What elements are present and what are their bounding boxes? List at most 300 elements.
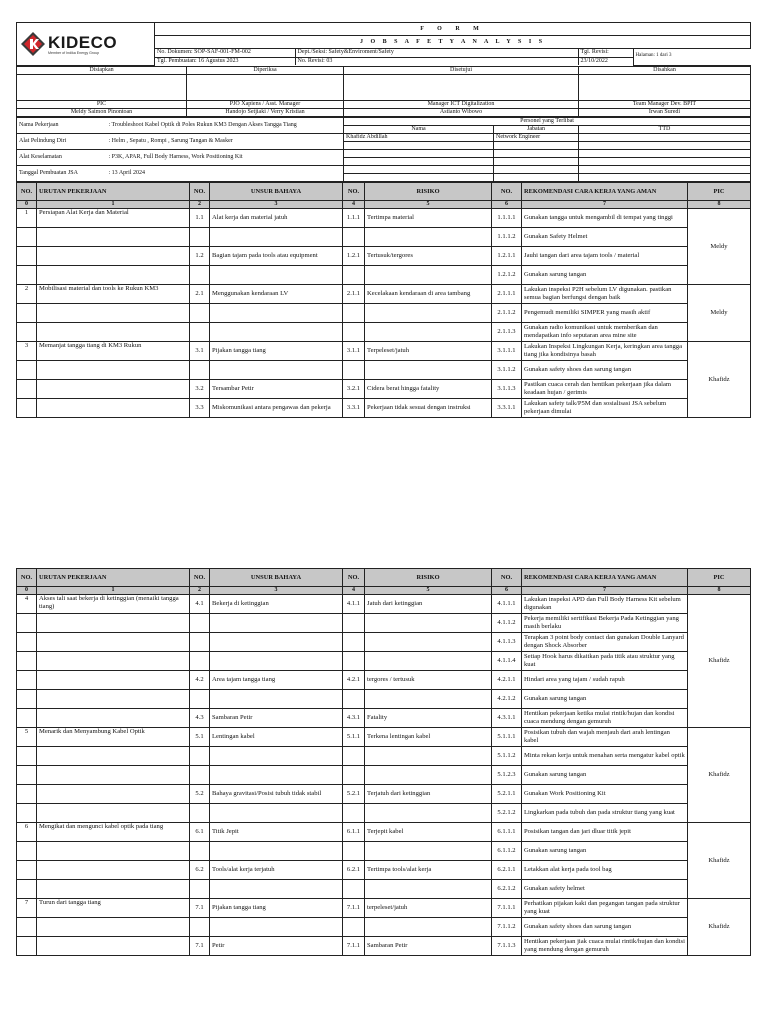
step-number: [17, 265, 37, 284]
risk-number: 2.1.1: [343, 284, 365, 303]
table-row: [17, 823, 751, 842]
step-description: Turun dari tangga tiang: [37, 899, 190, 918]
hazard-number: [190, 614, 210, 633]
table-row: [17, 303, 751, 322]
hazard-description: Sambaran Petir: [210, 709, 343, 728]
table-row: [17, 728, 751, 747]
table-number-row: [17, 200, 751, 208]
col-header-unsur-bahaya: UNSUR BAHAYA: [210, 182, 343, 200]
step-description: [37, 614, 190, 633]
recommendation-text: Letakkan alat kerja pada tool bag: [522, 861, 688, 880]
approval-table: [16, 66, 751, 117]
step-number: [17, 690, 37, 709]
pic-name: Khafidz: [688, 823, 751, 899]
step-number: [17, 246, 37, 265]
step-number: [17, 747, 37, 766]
jsa-table-section-1: [16, 182, 751, 418]
hazard-number: [190, 880, 210, 899]
alat-keselamatan-value: : P3K, APAR, Full Body Harness, Work Positioning Kit: [107, 149, 344, 165]
step-number: [17, 303, 37, 322]
recommendation-number: 3.1.1.1: [492, 341, 522, 360]
recommendation-number: 1.1.1.1: [492, 208, 522, 227]
risk-number: [343, 918, 365, 937]
pic-name: Meldy: [688, 284, 751, 341]
recommendation-text: Posisikan tangan dan jari dluar titik jepit: [522, 823, 688, 842]
col-number-3: 3: [210, 200, 343, 208]
risk-description: Kecelakaan kendaraan di area tambang: [365, 284, 492, 303]
step-description: [37, 265, 190, 284]
hazard-description: [210, 303, 343, 322]
risk-number: [343, 747, 365, 766]
col-number-7: 7: [522, 200, 688, 208]
form-header-table: [16, 22, 751, 66]
step-description: [37, 303, 190, 322]
hazard-description: Bahaya gravitasi/Posisi tubuh tidak stabil: [210, 785, 343, 804]
hazard-number: [190, 804, 210, 823]
recommendation-text: Lakukan inspeksi APD dan Full Body Harness Kit sebelum digunakan: [522, 595, 688, 614]
step-number: [17, 227, 37, 246]
col-header-no: NO.: [17, 182, 37, 200]
step-number: 6: [17, 823, 37, 842]
step-description: [37, 747, 190, 766]
step-description: Persiapan Alat Kerja dan Material: [37, 208, 190, 227]
risk-number: 3.2.1: [343, 379, 365, 398]
recommendation-number: 5.1.1.2: [492, 747, 522, 766]
table-row: [17, 246, 751, 265]
table-row: [17, 709, 751, 728]
step-description: Akses tali saat bekerja di ketinggian (menaiki tangga tiang): [37, 595, 190, 614]
hazard-description: [210, 265, 343, 284]
step-number: 7: [17, 899, 37, 918]
table-row: [17, 747, 751, 766]
risk-description: terpeleset/jatuh: [365, 899, 492, 918]
recommendation-number: 5.1.1.1: [492, 728, 522, 747]
recommendation-number: 6.1.1.2: [492, 842, 522, 861]
risk-number: 5.2.1: [343, 785, 365, 804]
hazard-description: Miskomunikasi antara pengawas dan pekerja: [210, 398, 343, 417]
col-number-4: 4: [343, 587, 365, 595]
step-number: [17, 918, 37, 937]
recommendation-text: Gunakan safety shoes dan sarung tangan: [522, 918, 688, 937]
pic-name: Khafidz: [688, 899, 751, 956]
step-description: [37, 804, 190, 823]
recommendation-number: 5.2.1.1: [492, 785, 522, 804]
risk-description: Terjatuh dari ketinggian: [365, 785, 492, 804]
recommendation-text: Gunakan Safety Helmet: [522, 227, 688, 246]
step-number: [17, 322, 37, 341]
approval-name-1: Meldy Saimon Pinontoan: [17, 109, 187, 117]
table-row: [17, 804, 751, 823]
approval-role-1: PIC: [17, 101, 187, 109]
table-row: [17, 633, 751, 652]
step-description: [37, 880, 190, 899]
company-logo: [17, 30, 154, 58]
approval-name-2: Handojo Setjiaki / Verry Kristian: [187, 109, 344, 117]
step-number: 1: [17, 208, 37, 227]
col-number-2: 2: [190, 587, 210, 595]
table-row: [17, 785, 751, 804]
step-number: [17, 398, 37, 417]
hazard-description: [210, 633, 343, 652]
step-description: [37, 709, 190, 728]
recommendation-number: 2.1.1.2: [492, 303, 522, 322]
risk-description: Terjepit kabel: [365, 823, 492, 842]
no-dokumen: No. Dokumen: SOP-SAF-001-FM-002: [155, 49, 295, 57]
table-row: [17, 379, 751, 398]
recommendation-number: 5.1.2.3: [492, 766, 522, 785]
signature-diperiksa: [187, 75, 344, 101]
col-header-rekomendasi: REKOMENDASI CARA KERJA YANG AMAN: [522, 182, 688, 200]
risk-description: Fatality: [365, 709, 492, 728]
table-row: [17, 918, 751, 937]
hazard-number: [190, 747, 210, 766]
recommendation-text: Gunakan safety shoes dan sarung tangan: [522, 360, 688, 379]
hazard-number: [190, 265, 210, 284]
step-description: [37, 246, 190, 265]
hazard-description: [210, 918, 343, 937]
col-number-4: 4: [343, 200, 365, 208]
apd-label: Alat Pelindung Diri: [17, 133, 107, 149]
hazard-number: 7.1: [190, 937, 210, 956]
step-description: Mobilisasi material dan tools ke Rukun KM3: [37, 284, 190, 303]
hazard-description: [210, 804, 343, 823]
risk-description: Jatuh dari ketinggian: [365, 595, 492, 614]
risk-description: [365, 690, 492, 709]
recommendation-text: Terapkan 3 point body contact dan gunakan Double Lanyard dengan Shock Absorber: [522, 633, 688, 652]
halaman: Halaman: 1 dari 3: [633, 49, 751, 65]
approval-header-disahkan: Disahkan: [579, 67, 751, 75]
table-number-row: [17, 587, 751, 595]
risk-number: [343, 690, 365, 709]
hazard-number: 3.1: [190, 341, 210, 360]
approval-role-2: PJO Xapiens / Asst. Manager: [187, 101, 344, 109]
tanggal-value: : 13 April 2024: [107, 165, 344, 181]
tgl-pembuatan: Tgl. Pembuatan: 16 Agustus 2023: [155, 57, 295, 65]
table-row: [17, 227, 751, 246]
recommendation-number: 4.1.1.2: [492, 614, 522, 633]
signature-disahkan: [579, 75, 751, 101]
col-number-0: 0: [17, 200, 37, 208]
hazard-description: Petir: [210, 937, 343, 956]
nama-pekerjaan-label: Nama Pekerjaan: [17, 118, 107, 134]
col-number-1: 1: [37, 587, 190, 595]
col-number-2: 2: [190, 200, 210, 208]
step-number: [17, 379, 37, 398]
table-row: [17, 360, 751, 379]
risk-description: [365, 880, 492, 899]
recommendation-number: 7.1.1.1: [492, 899, 522, 918]
col-number-6: 6: [492, 200, 522, 208]
recommendation-number: 4.2.1.2: [492, 690, 522, 709]
table-row: [17, 690, 751, 709]
col-number-3: 3: [210, 587, 343, 595]
recommendation-text: Gunakan tangga untuk mengambil di tempat yang tinggi: [522, 208, 688, 227]
hazard-description: [210, 227, 343, 246]
col-header-no-risiko: NO.: [343, 182, 365, 200]
risk-number: [343, 322, 365, 341]
table-row: [17, 880, 751, 899]
hazard-number: [190, 918, 210, 937]
col-header-no: NO.: [17, 569, 37, 587]
approval-header-disiapkan: Disiapkan: [17, 67, 187, 75]
step-number: [17, 785, 37, 804]
hazard-description: [210, 690, 343, 709]
table-row: [17, 322, 751, 341]
step-description: [37, 227, 190, 246]
hazard-number: 6.2: [190, 861, 210, 880]
risk-number: 4.3.1: [343, 709, 365, 728]
risk-description: [365, 360, 492, 379]
step-description: [37, 918, 190, 937]
jsa-form-page-2: [16, 568, 750, 956]
col-number-8: 8: [688, 200, 751, 208]
recommendation-number: 3.3.1.1: [492, 398, 522, 417]
step-number: [17, 709, 37, 728]
table-row: [17, 842, 751, 861]
jsa-table-section-2: [16, 568, 751, 956]
hazard-description: [210, 842, 343, 861]
table-row: [17, 899, 751, 918]
hazard-description: Lentingan kabel: [210, 728, 343, 747]
risk-number: 6.2.1: [343, 861, 365, 880]
hazard-number: 3.3: [190, 398, 210, 417]
col-header-no-rek: NO.: [492, 569, 522, 587]
step-description: Memanjat tangga tiang di KM3 Rukun: [37, 341, 190, 360]
recommendation-text: Gunakan radio komunikasi untuk memberikan dan mendapatkan info seputaran area mine site: [522, 322, 688, 341]
col-header-urutan: URUTAN PEKERJAAN: [37, 182, 190, 200]
recommendation-text: Gunakan sarung tangan: [522, 265, 688, 284]
recommendation-text: Pengemudi memiliki SIMPER yang masih aktif: [522, 303, 688, 322]
hazard-description: [210, 747, 343, 766]
step-number: 2: [17, 284, 37, 303]
recommendation-text: Lakukan Inspeksi Lingkungan Kerja, keringkan area tangga tiang jika kondisinya basah: [522, 341, 688, 360]
personel-nama: Khafidz Abdillah: [344, 133, 494, 141]
hazard-number: 5.2: [190, 785, 210, 804]
step-number: [17, 614, 37, 633]
step-number: [17, 652, 37, 671]
apd-value: : Helm , Sepatu , Rompi , Sarung Tangan & Masker: [107, 133, 344, 149]
personel-header-jabatan: Jabatan: [494, 126, 579, 134]
hazard-description: Titik Jepit: [210, 823, 343, 842]
hazard-description: Bekerja di ketinggian: [210, 595, 343, 614]
col-header-no-bahaya: NO.: [190, 182, 210, 200]
recommendation-number: 1.1.1.2: [492, 227, 522, 246]
approval-role-3: Manager ICT Digitalization: [344, 101, 579, 109]
col-header-pic: PIC: [688, 182, 751, 200]
step-description: [37, 360, 190, 379]
risk-description: tergores / tertusuk: [365, 671, 492, 690]
risk-description: [365, 652, 492, 671]
step-number: [17, 861, 37, 880]
alat-keselamatan-label: Alat Keselamatan: [17, 149, 107, 165]
risk-description: Cidera berat hingga fatality: [365, 379, 492, 398]
pic-name: Khafidz: [688, 595, 751, 728]
approval-name-4: Irwan Suredi: [579, 109, 751, 117]
recommendation-text: Perhatikan pijakan kaki dan pegangan tangan pada struktur yang kuat: [522, 899, 688, 918]
col-header-unsur-bahaya: UNSUR BAHAYA: [210, 569, 343, 587]
step-description: [37, 671, 190, 690]
step-description: [37, 842, 190, 861]
logo-wordmark: KIDECO: [48, 32, 118, 52]
table-row: [17, 766, 751, 785]
jsa-form-page-1: [16, 22, 750, 418]
logo-subtitle: Member of Indika Energy Group: [48, 50, 100, 55]
step-description: [37, 785, 190, 804]
step-number: [17, 880, 37, 899]
hazard-description: [210, 322, 343, 341]
hazard-number: [190, 303, 210, 322]
form-title: F O R M: [155, 23, 751, 36]
recommendation-text: Pekerja memiliki sertifikasi Bekerja Pada Ketinggian yang masih berlaku: [522, 614, 688, 633]
risk-description: Tertusuk/tergores: [365, 246, 492, 265]
recommendation-text: Jauhi tangan dari area tajam tools / material: [522, 246, 688, 265]
recommendation-text: Setiap Hook harus dikaitkan pada titik atau struktur yang kuat: [522, 652, 688, 671]
risk-description: Tertimpa tools/alat kerja: [365, 861, 492, 880]
step-description: [37, 937, 190, 956]
hazard-number: 4.3: [190, 709, 210, 728]
approval-role-4: Team Manager Dev. BPIT: [579, 101, 751, 109]
hazard-number: [190, 690, 210, 709]
hazard-number: 1.1: [190, 208, 210, 227]
risk-description: Tertimpa material: [365, 208, 492, 227]
hazard-description: Pijakan tangga tiang: [210, 899, 343, 918]
approval-header-disetujui: Disetujui: [344, 67, 579, 75]
hazard-number: [190, 766, 210, 785]
table-row: [17, 341, 751, 360]
risk-number: [343, 303, 365, 322]
risk-number: [343, 633, 365, 652]
recommendation-text: Gunakan sarung tangan: [522, 842, 688, 861]
col-number-8: 8: [688, 587, 751, 595]
risk-description: Pekerjaan tidak sesuai dengan instruksi: [365, 398, 492, 417]
step-description: [37, 766, 190, 785]
hazard-description: [210, 614, 343, 633]
col-header-risiko: RISIKO: [365, 182, 492, 200]
hazard-number: 4.2: [190, 671, 210, 690]
risk-description: [365, 842, 492, 861]
recommendation-number: 1.2.1.1: [492, 246, 522, 265]
hazard-number: 2.1: [190, 284, 210, 303]
recommendation-number: 2.1.1.1: [492, 284, 522, 303]
recommendation-text: Posisikan tubuh dan wajah menjauh dari arah lentingan kabel: [522, 728, 688, 747]
risk-description: [365, 265, 492, 284]
table-row: [17, 861, 751, 880]
risk-number: 3.3.1: [343, 398, 365, 417]
hazard-number: 6.1: [190, 823, 210, 842]
step-number: 5: [17, 728, 37, 747]
col-header-risiko: RISIKO: [365, 569, 492, 587]
recommendation-text: Lakukan inspeksi P2H sebelum LV digunakan. pastikan semua bagian berfungsi dengan baik: [522, 284, 688, 303]
col-number-5: 5: [365, 200, 492, 208]
risk-number: [343, 804, 365, 823]
col-number-5: 5: [365, 587, 492, 595]
step-description: Menarik dan Menyambung Kabel Optik: [37, 728, 190, 747]
table-row: [17, 671, 751, 690]
risk-description: [365, 303, 492, 322]
table-header-row: [17, 569, 751, 587]
recommendation-text: Hentikan pekerjaan jiak cuaca mulai rintik/hujan dan kondisi yang mendung dengan gemuruh: [522, 937, 688, 956]
risk-number: 5.1.1: [343, 728, 365, 747]
hazard-number: 1.2: [190, 246, 210, 265]
signature-disiapkan: [17, 75, 187, 101]
hazard-number: 3.2: [190, 379, 210, 398]
hazard-number: 5.1: [190, 728, 210, 747]
step-description: [37, 861, 190, 880]
hazard-number: [190, 227, 210, 246]
signature-disetujui: [344, 75, 579, 101]
risk-number: 4.1.1: [343, 595, 365, 614]
hazard-description: Pijakan tangga tiang: [210, 341, 343, 360]
recommendation-number: 4.3.1.1: [492, 709, 522, 728]
logo-cell: [17, 23, 155, 66]
step-description: [37, 379, 190, 398]
risk-description: [365, 766, 492, 785]
recommendation-number: 4.2.1.1: [492, 671, 522, 690]
hazard-description: [210, 880, 343, 899]
recommendation-number: 6.1.1.1: [492, 823, 522, 842]
hazard-number: [190, 842, 210, 861]
step-number: [17, 937, 37, 956]
col-number-6: 6: [492, 587, 522, 595]
recommendation-text: Lakukan safety talk/P5M dan sosialisasi JSA sebelum pekerjaan dimulai: [522, 398, 688, 417]
step-number: [17, 633, 37, 652]
table-row: [17, 398, 751, 417]
col-number-1: 1: [37, 200, 190, 208]
risk-number: 4.2.1: [343, 671, 365, 690]
recommendation-text: Gunakan sarung tangan: [522, 766, 688, 785]
risk-number: 6.1.1: [343, 823, 365, 842]
step-description: Mengikat dan mengunci kabel optik pada tiang: [37, 823, 190, 842]
kideco-logo-icon: [21, 32, 45, 56]
hazard-description: Menggunakan kendaraan LV: [210, 284, 343, 303]
hazard-description: Bagian tajam pada tools atau equipment: [210, 246, 343, 265]
tanggal-label: Tanggal Pembuatan JSA: [17, 165, 107, 181]
table-row: [17, 595, 751, 614]
recommendation-text: Gunakan Work Positioning Kit: [522, 785, 688, 804]
col-header-no-risiko: NO.: [343, 569, 365, 587]
col-header-pic: PIC: [688, 569, 751, 587]
hazard-description: [210, 360, 343, 379]
recommendation-number: 4.1.1.1: [492, 595, 522, 614]
step-number: [17, 766, 37, 785]
hazard-number: [190, 633, 210, 652]
col-header-urutan: URUTAN PEKERJAAN: [37, 569, 190, 587]
recommendation-number: 7.1.1.2: [492, 918, 522, 937]
step-number: [17, 842, 37, 861]
risk-number: 1.1.1: [343, 208, 365, 227]
approval-name-3: Astianto Wibowo: [344, 109, 579, 117]
table-header-row: [17, 182, 751, 200]
hazard-number: [190, 360, 210, 379]
personel-header-nama: Nama: [344, 126, 494, 134]
step-description: [37, 633, 190, 652]
recommendation-number: 4.1.1.3: [492, 633, 522, 652]
hazard-number: [190, 652, 210, 671]
step-description: [37, 398, 190, 417]
hazard-description: Area tajam tangga tiang: [210, 671, 343, 690]
step-number: 4: [17, 595, 37, 614]
col-number-0: 0: [17, 587, 37, 595]
recommendation-text: Pastikan cuaca cerah dan hentikan pekerjaan jika dalam keadaan hujan / gerimis: [522, 379, 688, 398]
form-subtitle: J O B S A F E T Y A N A L Y S I S: [155, 36, 751, 49]
hazard-description: Alat kerja dan material jatuh: [210, 208, 343, 227]
risk-description: Terkena lentingan kabel: [365, 728, 492, 747]
dept-seksi: Dept./Seksi: Safety&Enviroment/Safety: [295, 49, 578, 57]
risk-description: [365, 322, 492, 341]
personel-jabatan: Network Engineer: [494, 133, 579, 141]
recommendation-text: Lingkarkan pada tubuh dan pada struktur tiang yang kuat: [522, 804, 688, 823]
risk-number: [343, 766, 365, 785]
